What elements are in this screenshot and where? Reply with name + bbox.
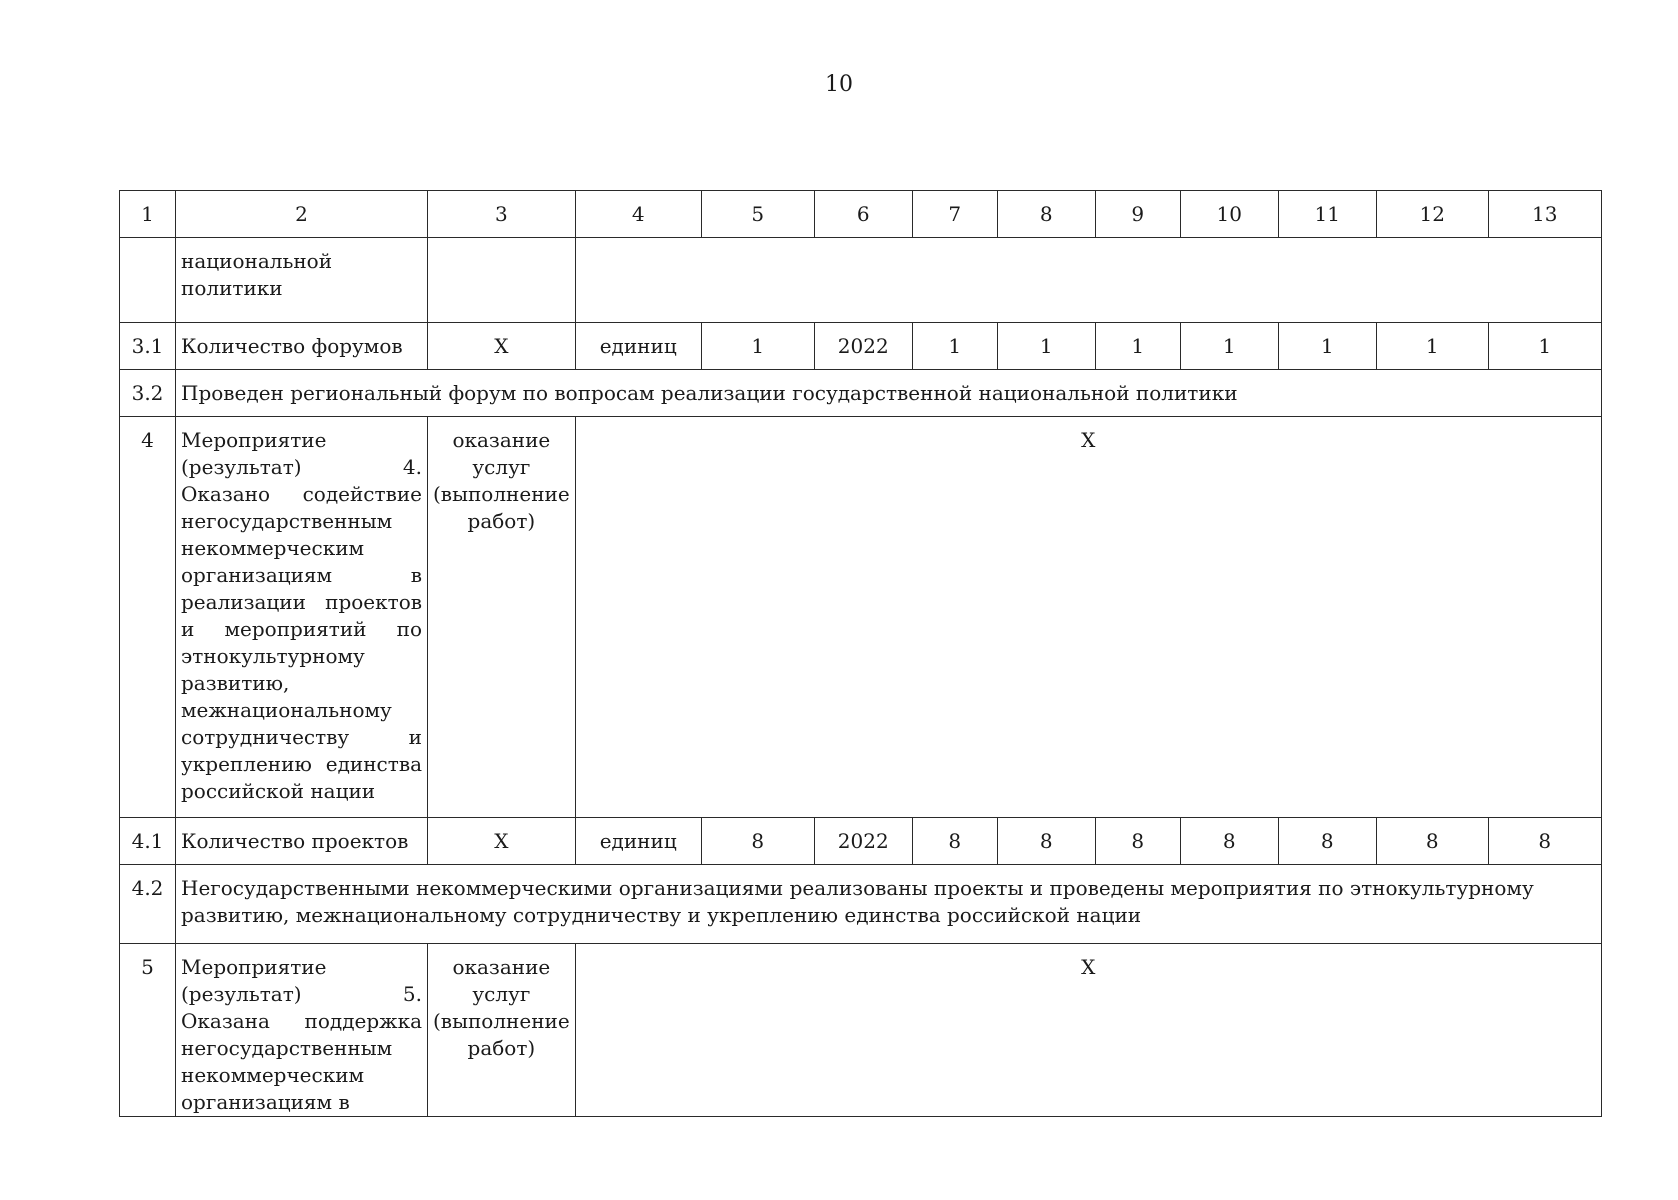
x-mark-span: X — [575, 944, 1601, 1117]
value-cell: 8 — [1278, 818, 1376, 865]
row-number: 4 — [120, 417, 176, 818]
unit-cell: единиц — [575, 818, 701, 865]
value-cell: 8 — [701, 818, 814, 865]
value-cell: 1 — [1095, 323, 1180, 370]
value-cell: 8 — [912, 818, 997, 865]
name-cell: национальной политики — [176, 238, 428, 323]
header-row — [120, 191, 1602, 238]
table-row-4 — [120, 417, 1602, 818]
empty-cell — [428, 238, 576, 323]
activity-type: оказание услуг (выполнение работ) — [428, 417, 576, 818]
value-cell: 1 — [1278, 323, 1376, 370]
name-cell: Количество проектов — [176, 818, 428, 865]
table-row-4-1 — [120, 818, 1602, 865]
table-row-3-1 — [120, 323, 1602, 370]
value-cell: 8 — [1488, 818, 1601, 865]
row-number: 3.1 — [120, 323, 176, 370]
value-cell: 1 — [1488, 323, 1601, 370]
row-number: 4.1 — [120, 818, 176, 865]
header-cell: 10 — [1180, 191, 1278, 238]
table-row-continuation — [120, 238, 1602, 323]
value-cell: 1 — [912, 323, 997, 370]
activity-name: Мероприятие (результат) 5. Оказана поддержка негосударственным некоммерческим организациям в — [176, 944, 428, 1117]
indicators-table — [119, 190, 1602, 1117]
table-row-3-2 — [120, 370, 1602, 417]
table-row-4-2 — [120, 865, 1602, 944]
value-cell: 1 — [1180, 323, 1278, 370]
header-cell: 3 — [428, 191, 576, 238]
header-cell: 12 — [1376, 191, 1488, 238]
x-mark: X — [428, 818, 576, 865]
year-cell: 2022 — [814, 323, 912, 370]
header-cell: 7 — [912, 191, 997, 238]
row-number: 5 — [120, 944, 176, 1117]
value-cell: 8 — [1095, 818, 1180, 865]
row-number: 3.2 — [120, 370, 176, 417]
result-description: Негосударственными некоммерческими организациями реализованы проекты и проведены мероприятия по этнокультурному развитию, межнациональному сотрудничеству и укреплению единства российской нации — [176, 865, 1602, 944]
activity-type: оказание услуг (выполнение работ) — [428, 944, 576, 1117]
header-cell: 9 — [1095, 191, 1180, 238]
header-cell: 6 — [814, 191, 912, 238]
x-mark-span: X — [575, 417, 1601, 818]
table-row-5 — [120, 944, 1602, 1117]
header-cell: 11 — [1278, 191, 1376, 238]
value-cell: 1 — [997, 323, 1095, 370]
page-number: 10 — [825, 72, 853, 97]
value-cell: 1 — [701, 323, 814, 370]
row-number: 4.2 — [120, 865, 176, 944]
header-cell: 8 — [997, 191, 1095, 238]
header-cell: 1 — [120, 191, 176, 238]
year-cell: 2022 — [814, 818, 912, 865]
value-cell: 1 — [1376, 323, 1488, 370]
value-cell: 8 — [1376, 818, 1488, 865]
result-description: Проведен региональный форум по вопросам реализации государственной национальной политики — [176, 370, 1602, 417]
header-cell: 4 — [575, 191, 701, 238]
header-cell: 2 — [176, 191, 428, 238]
value-cell: 8 — [1180, 818, 1278, 865]
activity-name: Мероприятие (результат) 4. Оказано содействие негосударственным некоммерческим организациям в реализации проектов и мероприятий по этнокультурному развитию, межнациональному сотрудничеству и укреплению единства российской нации — [176, 417, 428, 818]
empty-span-cell — [575, 238, 1601, 323]
value-cell: 8 — [997, 818, 1095, 865]
header-cell: 13 — [1488, 191, 1601, 238]
x-mark: X — [428, 323, 576, 370]
unit-cell: единиц — [575, 323, 701, 370]
header-cell: 5 — [701, 191, 814, 238]
name-cell: Количество форумов — [176, 323, 428, 370]
empty-cell — [120, 238, 176, 323]
